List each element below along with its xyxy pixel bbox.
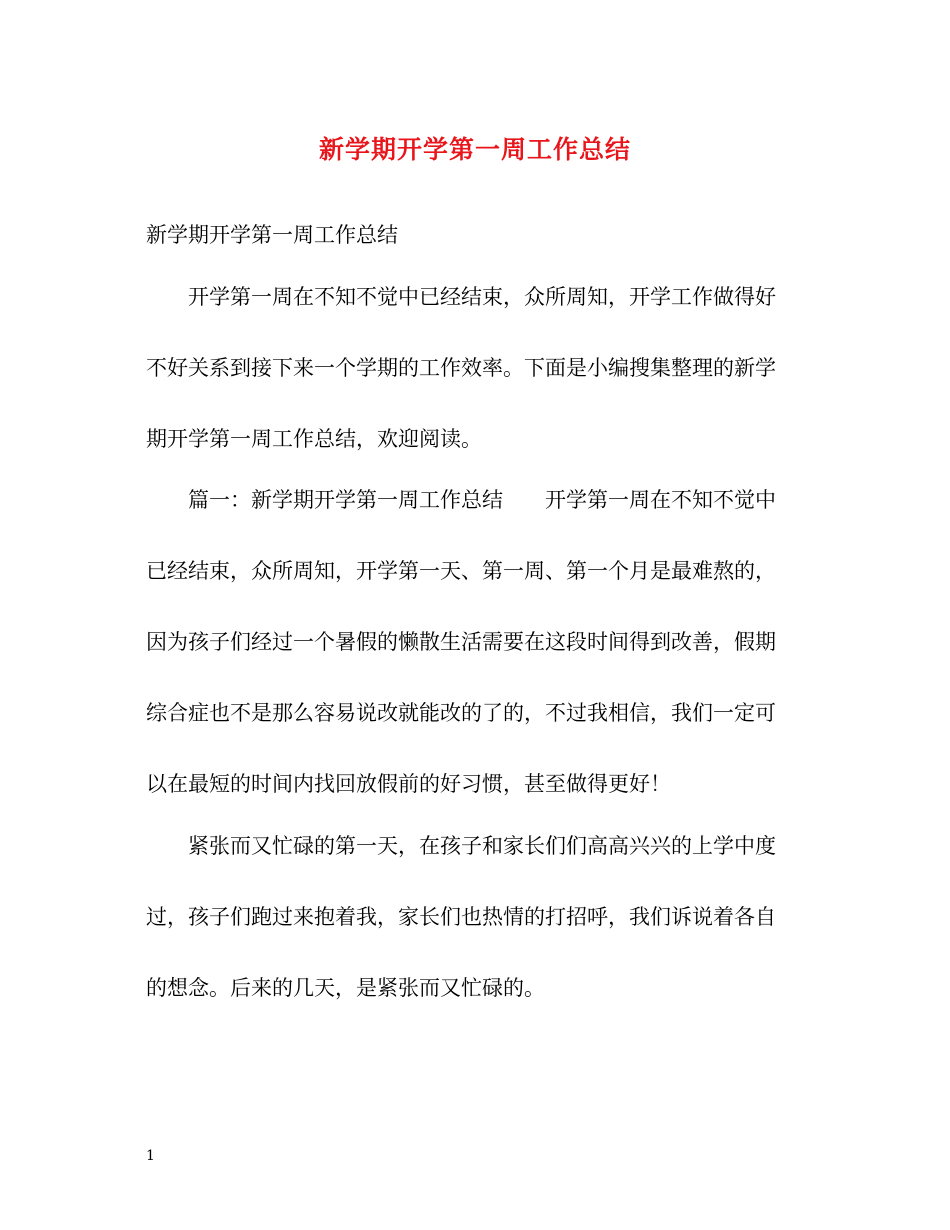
body-line-7: 综合症也不是那么容易说改就能改的了的，不过我相信，我们一定可 <box>146 701 776 725</box>
body-line-9: 紧张而又忙碌的第一天，在孩子和家长们们高高兴兴的上学中度 <box>146 834 776 858</box>
body-line-2: 不好关系到接下来一个学期的工作效率。下面是小编搜集整理的新学 <box>146 356 776 380</box>
body-line-8: 以在最短的时间内找回放假前的好习惯，甚至做得更好！ <box>146 772 671 796</box>
body-line-3: 期开学第一周工作总结，欢迎阅读。 <box>146 427 482 451</box>
body-line-6: 因为孩子们经过一个暑假的懒散生活需要在这段时间得到改善，假期 <box>146 630 776 654</box>
document-title: 新学期开学第一周工作总结 <box>318 135 631 164</box>
body-line-1: 开学第一周在不知不觉中已经结束，众所周知，开学工作做得好 <box>146 285 776 309</box>
page-number: 1 <box>146 1148 155 1164</box>
body-line-11: 的想念。后来的几天，是紧张而又忙碌的。 <box>146 976 545 1000</box>
body-line-4: 篇一：新学期开学第一周工作总结 开学第一周在不知不觉中 <box>146 488 776 512</box>
document-subtitle: 新学期开学第一周工作总结 <box>146 223 398 247</box>
body-line-10: 过，孩子们跑过来抱着我，家长们也热情的打招呼，我们诉说着各自 <box>146 905 776 929</box>
body-line-5: 已经结束，众所周知，开学第一天、第一周、第一个月是最难熬的， <box>146 559 776 583</box>
